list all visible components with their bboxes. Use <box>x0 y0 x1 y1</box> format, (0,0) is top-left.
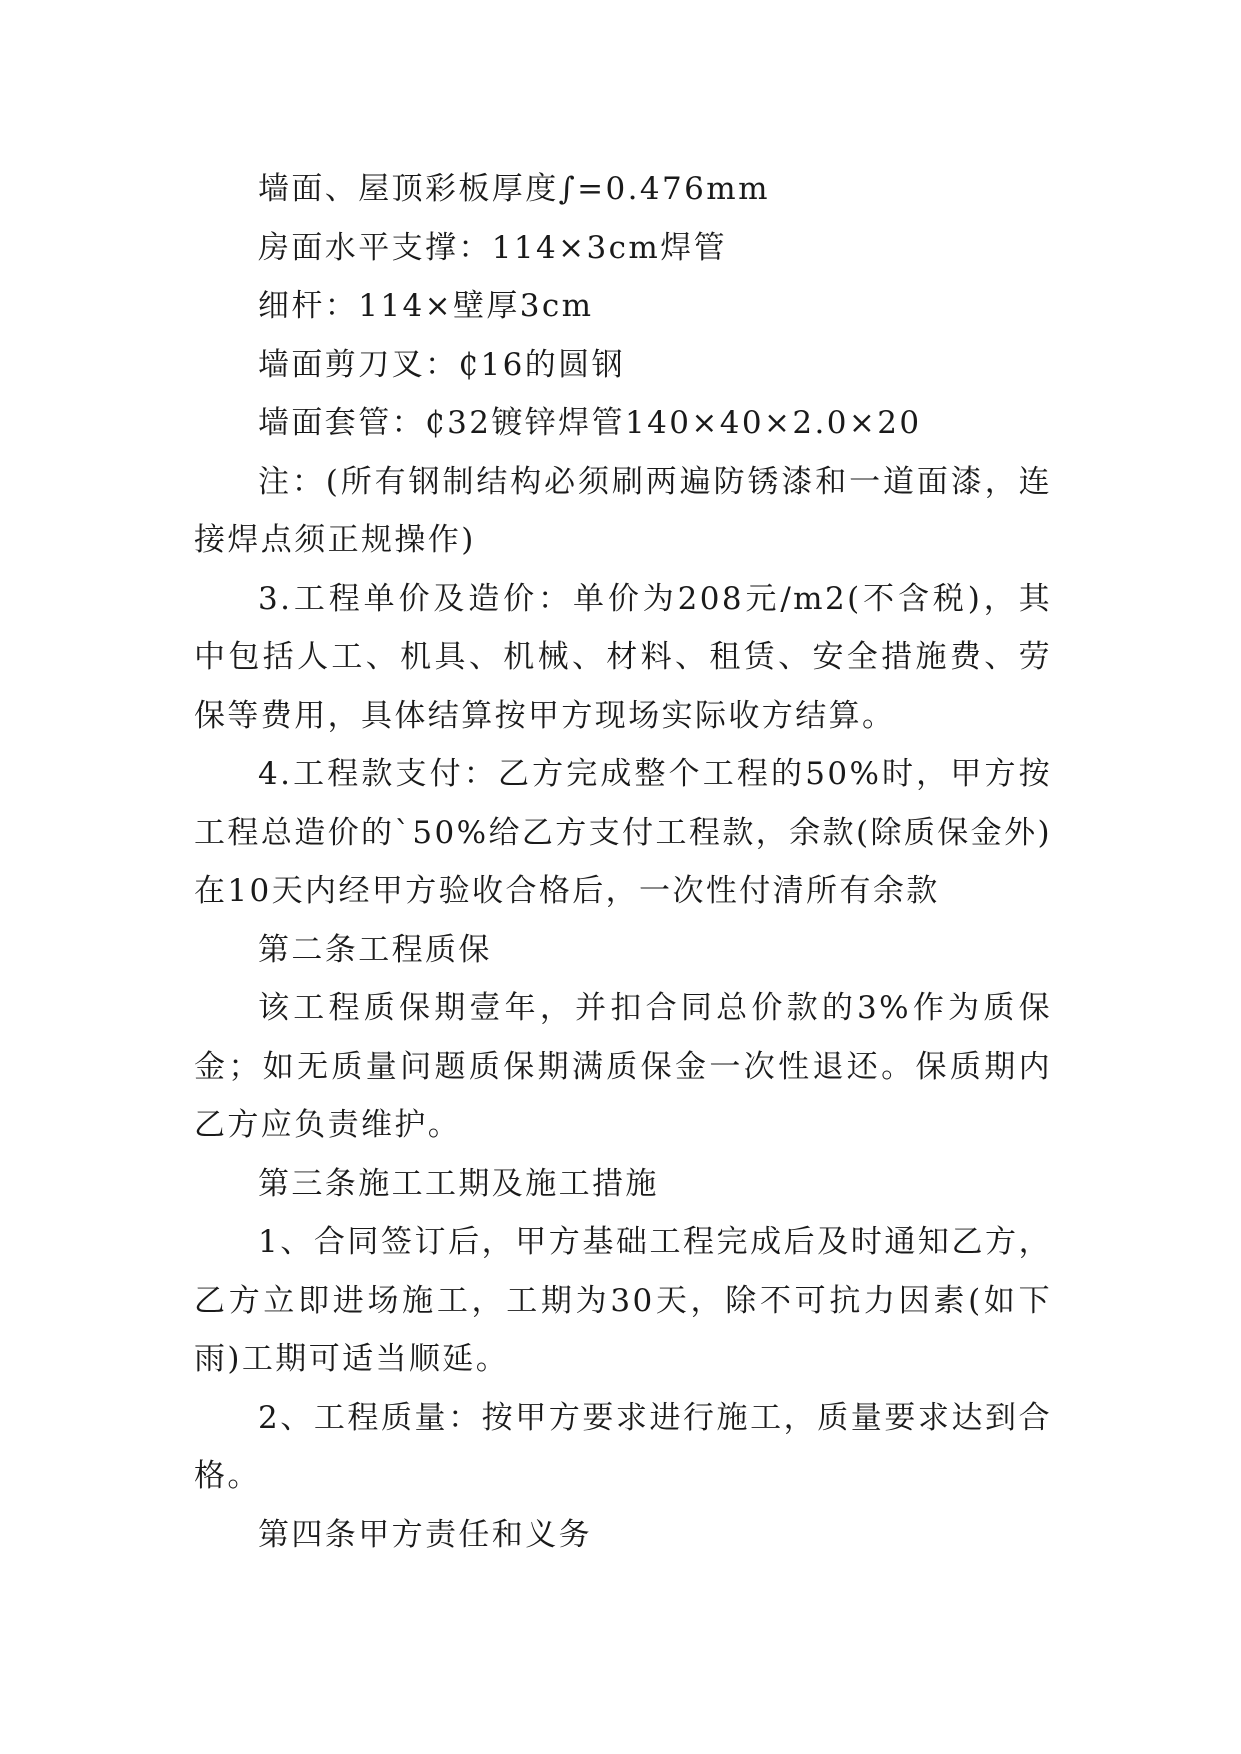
spec-horizontal-brace: 房面水平支撑：114×3cm焊管 <box>258 229 728 266</box>
note-paragraph: 注：(所有钢制结构必须刷两遍防锈漆和一道面漆，连接焊点须正规操作) <box>194 463 1052 558</box>
section-heading-warranty: 第二条工程质保 <box>258 931 492 968</box>
warranty-paragraph: 该工程质保期壹年，并扣合同总价款的3%作为质保金；如无质量问题质保期满质保金一次性退还。保质期内乙方应负责维护。 <box>194 990 1052 1143</box>
section-heading-party-a: 第四条甲方责任和义务 <box>258 1516 592 1553</box>
schedule-item-2: 2、工程质量：按甲方要求进行施工，质量要求达到合格。 <box>194 1399 1052 1494</box>
spec-wall-roof-panel: 墙面、屋顶彩板厚度∫=0.476mm <box>258 171 770 207</box>
document-body <box>194 160 1052 1564</box>
spec-thin-rod: 细杆：114×壁厚3cm <box>258 288 594 324</box>
schedule-item-1: 1、合同签订后，甲方基础工程完成后及时通知乙方，乙方立即进场施工，工期为30天，除不可抗力因素(如下雨)工期可适当顺延。 <box>194 1224 1052 1377</box>
payment-paragraph: 4.工程款支付：乙方完成整个工程的50%时，甲方按工程总造价的`50%给乙方支付工程款，余款(除质保金外)在10天内经甲方验收合格后，一次性付清所有余款 <box>194 756 1052 909</box>
spec-wall-cross-brace: 墙面剪刀叉：₵16的圆钢 <box>258 346 625 383</box>
unit-price-paragraph: 3.工程单价及造价：单价为208元/m2(不含税)，其中包括人工、机具、机械、材料、租赁、安全措施费、劳保等费用，具体结算按甲方现场实际收方结算。 <box>194 580 1052 734</box>
spec-wall-sleeve: 墙面套管：₵32镀锌焊管140×40×2.0×20 <box>258 405 922 441</box>
section-heading-schedule: 第三条施工工期及施工措施 <box>258 1165 659 1202</box>
